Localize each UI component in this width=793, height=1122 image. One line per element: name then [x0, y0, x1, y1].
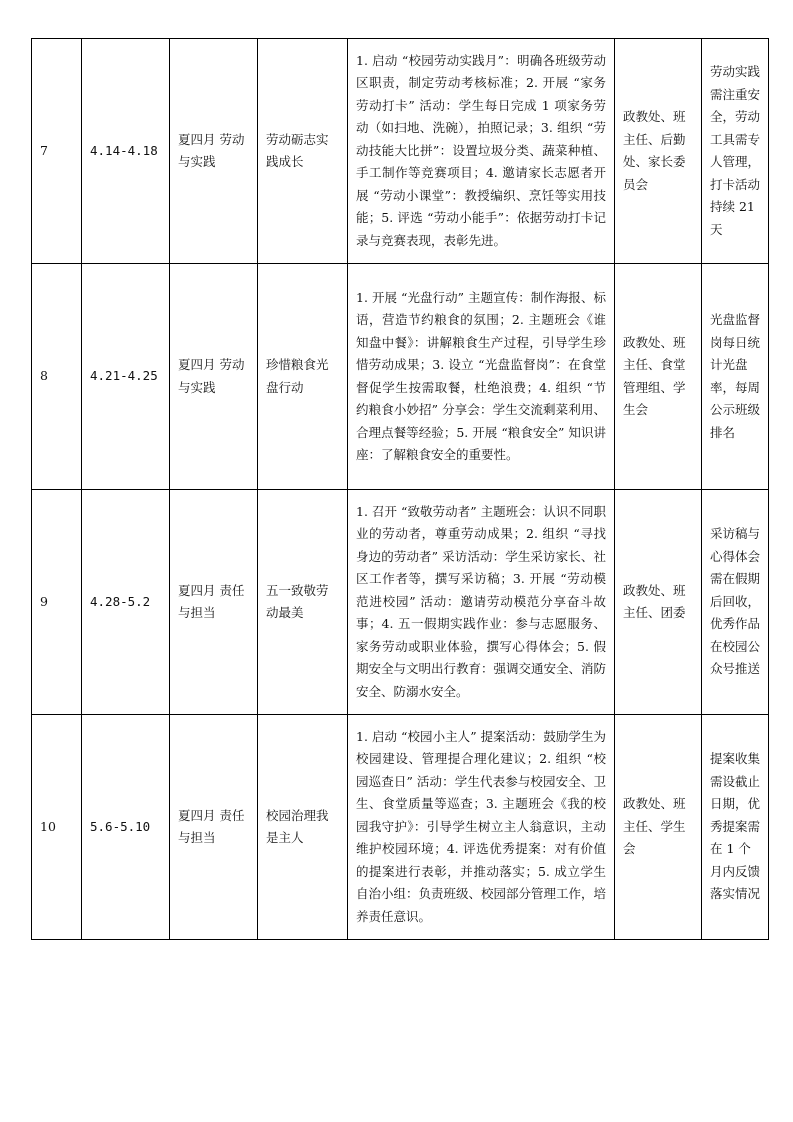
monthly-theme-cell: 夏四月 劳动与实践: [170, 264, 258, 490]
week-number-cell: 10: [32, 715, 82, 940]
responsible-dept-cell: 政教处、班主任、学生会: [615, 715, 702, 940]
table-row: [32, 490, 769, 715]
responsible-dept-cell: 政教处、班主任、食堂管理组、学生会: [615, 264, 702, 490]
weekly-topic-cell: 校园治理我是主人: [258, 715, 348, 940]
remarks-cell: 提案收集需设截止日期，优秀提案需在 1 个月内反馈落实情况: [702, 715, 769, 940]
responsible-dept-cell: 政教处、班主任、后勤处、家长委员会: [615, 39, 702, 264]
week-number-cell: 8: [32, 264, 82, 490]
weekly-topic-cell: 珍惜粮食光盘行动: [258, 264, 348, 490]
date-range-cell: 4.21-4.25: [82, 264, 170, 490]
weekly-topic-cell: 五一致敬劳动最美: [258, 490, 348, 715]
date-range-cell: 5.6-5.10: [82, 715, 170, 940]
activity-content-cell: 1. 启动 “校园小主人” 提案活动：鼓励学生为校园建设、管理提合理化建议；2. 组织 “校园巡查日” 活动：学生代表参与校园安全、卫生、食堂质量等巡查；3. 主题班会《我的校园我守护》：引导学生树立主人翁意识，主动维护校园环境；4. 评选优秀提案：对有价值的提案进行表彰，并推动落实；5. 成立学生自治小组：负责班级、校园部分管理工作，培养责任意识。: [348, 715, 615, 940]
activity-content-cell: 1. 启动 “校园劳动实践月”：明确各班级劳动区职责，制定劳动考核标准；2. 开展 “家务劳动打卡” 活动：学生每日完成 1 项家务劳动（如扫地、洗碗），拍照记录；3. 组织 “劳动技能大比拼”：设置垃圾分类、蔬菜种植、手工制作等竞赛项目；4. 邀请家长志愿者开展 “劳动小课堂”：教授编织、烹饪等实用技能；5. 评选 “劳动小能手”：依据劳动打卡记录与竞赛表现，表彰先进。: [348, 39, 615, 264]
activity-content-cell: 1. 召开 “致敬劳动者” 主题班会：认识不同职业的劳动者，尊重劳动成果；2. 组织 “寻找身边的劳动者” 采访活动：学生采访家长、社区工作者等，撰写采访稿；3. 开展 “劳动模范进校园” 活动：邀请劳动模范分享奋斗故事；4. 五一假期实践作业：参与志愿服务、家务劳动或职业体验，撰写心得体会；5. 假期安全与文明出行教育：强调交通安全、消防安全、防溺水安全。: [348, 490, 615, 715]
remarks-cell: 光盘监督岗每日统计光盘率，每周公示班级排名: [702, 264, 769, 490]
week-number-cell: 9: [32, 490, 82, 715]
week-number-cell: 7: [32, 39, 82, 264]
date-range-cell: 4.28-5.2: [82, 490, 170, 715]
monthly-theme-cell: 夏四月 责任与担当: [170, 715, 258, 940]
table-row: [32, 264, 769, 490]
activity-schedule-table: [31, 38, 769, 940]
monthly-theme-cell: 夏四月 劳动与实践: [170, 39, 258, 264]
date-range-cell: 4.14-4.18: [82, 39, 170, 264]
table-row: [32, 39, 769, 264]
table-row: [32, 715, 769, 940]
remarks-cell: 劳动实践需注重安全，劳动工具需专人管理，打卡活动持续 21 天: [702, 39, 769, 264]
weekly-topic-cell: 劳动砺志实践成长: [258, 39, 348, 264]
monthly-theme-cell: 夏四月 责任与担当: [170, 490, 258, 715]
responsible-dept-cell: 政教处、班主任、团委: [615, 490, 702, 715]
remarks-cell: 采访稿与心得体会需在假期后回收，优秀作品在校园公众号推送: [702, 490, 769, 715]
activity-content-cell: 1. 开展 “光盘行动” 主题宣传：制作海报、标语，营造节约粮食的氛围；2. 主题班会《谁知盘中餐》：讲解粮食生产过程，引导学生珍惜劳动成果；3. 设立 “光盘监督岗”：在食堂督促学生按需取餐，杜绝浪费；4. 组织 “节约粮食小妙招” 分享会：学生交流剩菜利用、合理点餐等经验；5. 开展 “粮食安全” 知识讲座：了解粮食安全的重要性。: [348, 264, 615, 490]
